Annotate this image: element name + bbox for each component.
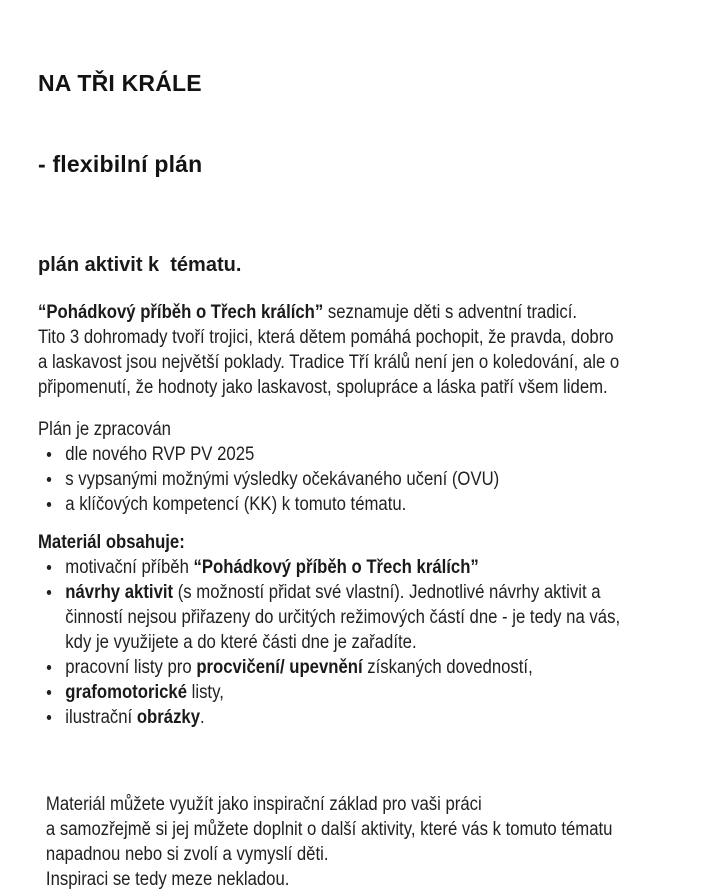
text-run: a samozřejmě si jej můžete doplnit o další aktivity, které vás k tomuto tématu	[45, 819, 613, 840]
text-line	[38, 417, 630, 442]
bullet-dot-icon	[47, 715, 51, 720]
text-run: s vypsanými možnými výsledky očekávaného učení (OVU)	[65, 469, 500, 490]
text-run: a klíčových kompetencí (KK) k tomuto tématu.	[65, 494, 407, 515]
text-run: napadnou nebo si zvolí a vymyslí děti.	[45, 844, 329, 865]
list-item-line	[65, 442, 630, 467]
bullet-dot-icon	[47, 477, 51, 482]
list-item-line	[65, 605, 630, 630]
materials-list	[38, 555, 630, 730]
text-run-bold: návrhy aktivit	[65, 582, 174, 603]
text-run: kdy je využijete a do které části dne je zařadíte.	[65, 632, 417, 653]
text-run: Plán je zpracován	[38, 419, 171, 440]
text-run: ilustrační	[65, 707, 137, 728]
plan-list	[38, 442, 630, 517]
text-line	[38, 350, 630, 375]
intro-paragraph	[38, 300, 630, 400]
document-subtitle: plán aktivit k tématu.	[38, 254, 242, 276]
text-run: dle nového RVP PV 2025	[65, 444, 255, 465]
text-line	[38, 325, 630, 350]
text-line	[46, 867, 630, 892]
text-run: motivační příběh	[65, 557, 194, 578]
text-run: Materiál obsahuje:	[38, 532, 185, 553]
list-item	[38, 442, 630, 467]
list-item-line	[65, 555, 630, 580]
bullet-dot-icon	[47, 690, 51, 695]
bullet-dot-icon	[47, 665, 51, 670]
plan-heading	[38, 417, 630, 442]
text-run: Tito 3 dohromady tvoří trojici, která dětem pomáhá pochopit, že pravda, dobro	[38, 327, 614, 348]
materials-heading	[38, 530, 630, 555]
list-item-line	[65, 680, 630, 705]
text-line	[38, 300, 630, 325]
list-item-line	[65, 492, 630, 517]
list-item-line	[65, 467, 630, 492]
bullet-dot-icon	[47, 565, 51, 570]
text-run: Inspiraci se tedy meze nekladou.	[45, 869, 290, 890]
text-line	[38, 375, 630, 400]
text-run: pracovní listy pro	[65, 657, 197, 678]
bullet-dot-icon	[47, 502, 51, 507]
text-run: a laskavost jsou největší poklady. Tradice Tří králů není jen o koledování, ale o	[38, 352, 620, 373]
bullet-dot-icon	[47, 590, 51, 595]
text-run-bold: “Pohádkový příběh o Třech králích”	[38, 302, 324, 323]
text-run-bold: procvičení/ upevnění	[196, 657, 363, 678]
title-line-2: - flexibilní plán	[38, 151, 203, 177]
text-run: Materiál můžete využít jako inspirační základ pro vaši práci	[45, 794, 482, 815]
list-item	[38, 680, 630, 705]
list-item-line	[65, 705, 630, 730]
text-run-bold: obrázky	[136, 707, 201, 728]
text-run-bold: grafomotorické	[65, 682, 187, 703]
text-run: získaných dovedností,	[362, 657, 533, 678]
text-run-bold: “Pohádkový příběh o Třech králích”	[193, 557, 479, 578]
text-run: listy,	[186, 682, 224, 703]
list-item	[38, 467, 630, 492]
list-item	[38, 580, 630, 655]
text-line	[46, 817, 630, 842]
text-line	[46, 792, 630, 817]
title-line-1: NA TŘI KRÁLE	[38, 70, 202, 96]
text-run: .	[200, 707, 205, 728]
text-run: seznamuje děti s adventní tradicí.	[323, 302, 577, 323]
text-run: (s možností přidat své vlastní). Jednotlivé návrhy aktivit a	[173, 582, 601, 603]
text-line	[46, 842, 630, 867]
bullet-dot-icon	[47, 452, 51, 457]
list-item	[38, 555, 630, 580]
document-title	[38, 16, 711, 232]
list-item-line	[65, 580, 630, 605]
text-run: připomenutí, že hodnoty jako laskavost, spolupráce a láska patří všem lidem.	[38, 377, 608, 398]
closing-paragraph	[38, 792, 630, 892]
list-item	[38, 492, 630, 517]
list-item	[38, 655, 630, 680]
list-item	[38, 705, 630, 730]
list-item-line	[65, 630, 630, 655]
list-item-line	[65, 655, 630, 680]
text-run: činností nejsou přiřazeny do určitých režimových částí dne - je tedy na vás,	[65, 607, 621, 628]
document-body	[38, 300, 711, 892]
text-line	[38, 530, 630, 555]
